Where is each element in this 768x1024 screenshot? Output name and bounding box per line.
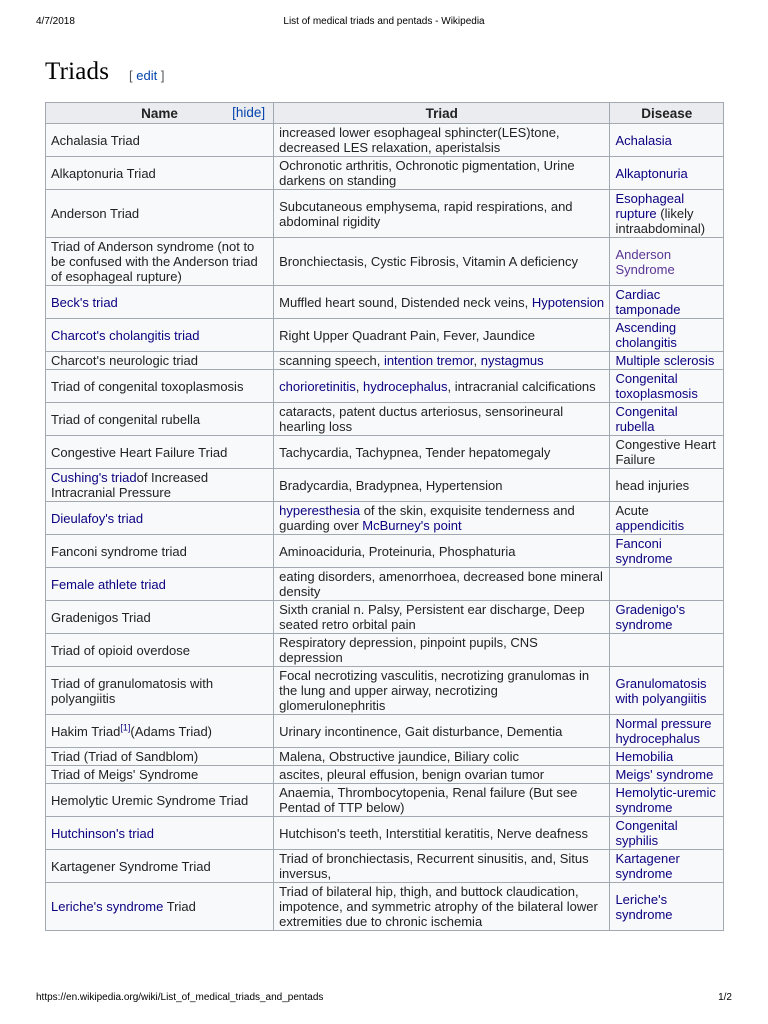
disease-link[interactable]: Fanconi syndrome (615, 536, 673, 566)
table-header-row (46, 103, 724, 124)
disease-link[interactable]: Ascending cholangitis (615, 320, 677, 350)
cell-name (46, 667, 274, 715)
triad-text: Ochronotic arthritis, Ochronotic pigmentation, Urine darkens on standing (279, 158, 575, 188)
triad-text: Aminoaciduria, Proteinuria, Phosphaturia (279, 543, 516, 559)
cell-triad (274, 766, 610, 784)
table-row (46, 286, 724, 319)
triad-text: Triad of bronchiectasis, Recurrent sinusitis, and, Situs inversus, (279, 851, 589, 881)
column-header-triad[interactable]: Triad (274, 103, 610, 124)
column-header-name-label: Name (141, 105, 178, 121)
cell-disease (610, 766, 724, 784)
disease-link[interactable]: appendicitis (615, 518, 685, 533)
cell-disease (610, 850, 724, 883)
triad-text: Malena, Obstructive jaundice, Biliary colic (279, 749, 520, 764)
cell-name (46, 850, 274, 883)
section-heading: Triads (45, 58, 110, 85)
cell-triad (274, 817, 610, 850)
print-page-number: 1/2 (718, 992, 732, 1003)
disease-link[interactable]: Esophageal rupture (615, 191, 685, 221)
triad-link[interactable]: intention tremor (383, 353, 474, 368)
cell-disease (610, 436, 724, 469)
name-link[interactable]: Leriche's syndrome (51, 899, 164, 914)
cell-triad (274, 502, 610, 535)
cell-name (46, 568, 274, 601)
table-row (46, 469, 724, 502)
disease-link[interactable]: Achalasia (615, 132, 672, 148)
disease-link[interactable]: Leriche's syndrome (615, 891, 673, 922)
disease-link[interactable]: Congenital syphilis (615, 818, 678, 848)
name-text: Kartagener Syndrome Triad (51, 858, 211, 874)
triad-text: Hutchison's teeth, Interstitial keratitis, Nerve deafness (279, 825, 588, 841)
triad-link[interactable]: hydrocephalus (362, 378, 448, 394)
cell-name (46, 469, 274, 502)
triad-text: , (355, 378, 363, 394)
triad-text: of the skin, exquisite tenderness and guarding over (279, 503, 575, 533)
name-link[interactable]: Dieulafoy's triad (51, 510, 144, 526)
cell-name (46, 634, 274, 667)
disease-link[interactable]: Anderson Syndrome (615, 246, 675, 277)
edit-link-label[interactable]: edit (136, 68, 158, 83)
table-row (46, 601, 724, 634)
cell-triad (274, 469, 610, 502)
cell-disease (610, 286, 724, 319)
name-text: of Increased Intracranial Pressure (51, 470, 209, 500)
cell-triad (274, 850, 610, 883)
cell-triad (274, 784, 610, 817)
triad-link[interactable]: McBurney's point (362, 518, 462, 533)
name-text: Congestive Heart Failure Triad (51, 444, 228, 460)
table-row (46, 190, 724, 238)
triad-text: Triad of bilateral hip, thigh, and buttock claudication, impotence, and symmetric atrophy of the bilateral lower extremities due to chronic ischemia (279, 884, 598, 929)
cell-name (46, 502, 274, 535)
disease-link[interactable]: Multiple sclerosis (615, 353, 715, 368)
cell-name (46, 238, 274, 286)
name-text: Charcot's neurologic triad (51, 353, 198, 368)
cell-disease (610, 784, 724, 817)
disease-link[interactable]: Kartagener syndrome (615, 851, 680, 881)
name-link[interactable]: Beck's triad (51, 294, 118, 310)
triad-link[interactable]: Hypotension (531, 294, 605, 310)
cell-triad (274, 319, 610, 352)
cell-name (46, 601, 274, 634)
table-row (46, 436, 724, 469)
reference-link[interactable]: [1] (120, 722, 131, 733)
cell-triad (274, 436, 610, 469)
name-text: Triad (Triad of Sandblom) (51, 749, 199, 764)
table-row (46, 352, 724, 370)
cell-disease (610, 370, 724, 403)
triad-text: eating disorders, amenorrhoea, decreased bone mineral density (279, 569, 603, 599)
cell-name (46, 124, 274, 157)
cell-disease (610, 124, 724, 157)
cell-name (46, 883, 274, 931)
table-row (46, 502, 724, 535)
hide-table-link[interactable]: [hide] (232, 105, 266, 120)
triad-text: , (473, 353, 481, 368)
edit-bracket-open: [ (129, 68, 137, 83)
triad-text: Right Upper Quadrant Pain, Fever, Jaundice (279, 327, 535, 343)
print-header (0, 16, 768, 30)
table-row (46, 319, 724, 352)
cell-triad (274, 601, 610, 634)
cell-name (46, 817, 274, 850)
disease-link[interactable]: Congenital rubella (615, 404, 678, 434)
cell-disease (610, 601, 724, 634)
edit-bracket-close: ] (157, 68, 165, 83)
cell-triad (274, 157, 610, 190)
triad-text: Focal necrotizing vasculitis, necrotizing granulomas in the lung and upper airway, necrotizing glomerulonephritis (279, 668, 590, 713)
cell-triad (274, 715, 610, 748)
name-text: Hemolytic Uremic Syndrome Triad (51, 792, 249, 808)
cell-name (46, 715, 274, 748)
table-row (46, 238, 724, 286)
triad-text: Tachycardia, Tachypnea, Tender hepatomegaly (279, 444, 551, 460)
name-text: Triad of congenital rubella (51, 411, 201, 427)
triad-text: Bronchiectasis, Cystic Fibrosis, Vitamin A deficiency (279, 254, 579, 269)
table-row (46, 715, 724, 748)
cell-name (46, 403, 274, 436)
cell-disease (610, 352, 724, 370)
cell-triad (274, 535, 610, 568)
name-text: Triad of congenital toxoplasmosis (51, 378, 244, 394)
table-body (46, 124, 724, 931)
cell-disease (610, 817, 724, 850)
print-date: 4/7/2018 (36, 16, 75, 27)
cell-disease (610, 667, 724, 715)
cell-name (46, 436, 274, 469)
name-link[interactable]: Hutchinson's triad (51, 825, 154, 841)
table-row (46, 784, 724, 817)
print-page-title: List of medical triads and pentads - Wikipedia (283, 16, 485, 27)
triad-text: Anaemia, Thrombocytopenia, Renal failure (But see Pentad of TTP below) (279, 785, 578, 815)
column-header-disease[interactable]: Disease (610, 103, 724, 124)
cell-disease (610, 403, 724, 436)
cell-disease (610, 190, 724, 238)
disease-text: Acute (615, 503, 649, 518)
triad-text: increased lower esophageal sphincter(LES)tone, decreased LES relaxation, aperistalsis (279, 125, 560, 155)
table-row (46, 667, 724, 715)
disease-text: head injuries (615, 477, 690, 493)
table-row (46, 124, 724, 157)
name-text: Fanconi syndrome triad (51, 543, 187, 559)
cell-triad (274, 748, 610, 766)
cell-triad (274, 124, 610, 157)
cell-disease (610, 238, 724, 286)
cell-triad (274, 568, 610, 601)
cell-triad (274, 190, 610, 238)
cell-triad (274, 883, 610, 931)
disease-text: (likely intraabdominal) (615, 206, 706, 236)
cell-triad (274, 403, 610, 436)
cell-disease (610, 883, 724, 931)
triad-text: Sixth cranial n. Palsy, Persistent ear discharge, Deep seated retro orbital pain (279, 602, 585, 632)
disease-link[interactable]: Meigs' syndrome (615, 767, 714, 782)
disease-link[interactable]: Normal pressure hydrocephalus (615, 716, 712, 746)
cell-disease (610, 469, 724, 502)
disease-link[interactable]: Cardiac tamponade (615, 287, 681, 317)
cell-triad (274, 370, 610, 403)
triad-text: Muffled heart sound, Distended neck veins, (279, 294, 532, 310)
disease-text: Congestive Heart Failure (615, 437, 716, 467)
print-url: https://en.wikipedia.org/wiki/List_of_medical_triads_and_pentads (36, 992, 324, 1003)
name-text: Triad (163, 899, 196, 914)
table-row (46, 535, 724, 568)
cell-name (46, 190, 274, 238)
cell-triad (274, 238, 610, 286)
cell-disease (610, 748, 724, 766)
cell-disease (610, 634, 724, 667)
cell-triad (274, 352, 610, 370)
table-row (46, 817, 724, 850)
disease-link[interactable]: Congenital toxoplasmosis (615, 371, 698, 401)
cell-disease (610, 535, 724, 568)
name-text: Triad of granulomatosis with polyangiitis (51, 675, 214, 706)
disease-link[interactable]: Gradenigo's syndrome (615, 602, 686, 632)
triad-text: Subcutaneous emphysema, rapid respirations, and abdominal rigidity (279, 198, 573, 229)
edit-section-link[interactable] (129, 68, 164, 83)
name-text: Hakim Triad (51, 723, 121, 739)
name-text: Triad of Meigs' Syndrome (51, 767, 199, 782)
triad-text: Urinary incontinence, Gait disturbance, Dementia (279, 723, 563, 739)
cell-triad (274, 634, 610, 667)
triad-link[interactable]: nystagmus (480, 353, 544, 368)
name-text: Triad of opioid overdose (51, 642, 190, 658)
table-row (46, 370, 724, 403)
triad-text: scanning speech, (279, 353, 384, 368)
triad-link[interactable]: chorioretinitis (279, 378, 356, 394)
table-row (46, 850, 724, 883)
triad-link[interactable]: hyperesthesia (279, 503, 361, 518)
table-row (46, 883, 724, 931)
table-row (46, 157, 724, 190)
table-row (46, 403, 724, 436)
name-text: Achalasia Triad (51, 132, 140, 148)
cell-disease (610, 157, 724, 190)
cell-name (46, 157, 274, 190)
triad-text: ascites, pleural effusion, benign ovarian tumor (279, 767, 545, 782)
cell-disease (610, 568, 724, 601)
disease-link[interactable]: Granulomatosis with polyangiitis (615, 675, 707, 706)
print-footer (0, 992, 768, 1006)
triad-text: cataracts, patent ductus arteriosus, sensorineural hearling loss (279, 404, 564, 434)
name-text: Anderson Triad (51, 206, 140, 221)
disease-link[interactable]: Hemolytic-uremic syndrome (615, 785, 716, 815)
cell-name (46, 748, 274, 766)
cell-name (46, 319, 274, 352)
cell-name (46, 352, 274, 370)
disease-link[interactable]: Hemobilia (615, 749, 674, 764)
name-text: Gradenigos Triad (51, 609, 151, 625)
cell-name (46, 370, 274, 403)
triads-table (45, 102, 724, 931)
column-header-name[interactable] (46, 103, 274, 124)
cell-disease (610, 715, 724, 748)
triad-text: Bradycardia, Bradypnea, Hypertension (279, 477, 503, 493)
table-row (46, 766, 724, 784)
cell-disease (610, 319, 724, 352)
name-link[interactable]: Charcot's cholangitis triad (51, 327, 200, 343)
disease-link[interactable]: Alkaptonuria (615, 165, 688, 181)
cell-name (46, 286, 274, 319)
name-text: Triad of Anderson syndrome (not to be confused with the Anderson triad of esophageal rupture) (51, 239, 258, 284)
table-row (46, 568, 724, 601)
name-text: Alkaptonuria Triad (51, 165, 156, 181)
table-row (46, 748, 724, 766)
cell-name (46, 535, 274, 568)
triad-text: , intracranial calcifications (447, 378, 596, 394)
cell-name (46, 784, 274, 817)
cell-name (46, 766, 274, 784)
triad-text: Respiratory depression, pinpoint pupils, CNS depression (279, 635, 538, 665)
name-link[interactable]: Female athlete triad (51, 576, 166, 592)
name-link[interactable]: Cushing's triad (51, 470, 137, 485)
cell-triad (274, 286, 610, 319)
name-text: (Adams Triad) (130, 723, 213, 739)
table-row (46, 634, 724, 667)
cell-disease (610, 502, 724, 535)
cell-triad (274, 667, 610, 715)
